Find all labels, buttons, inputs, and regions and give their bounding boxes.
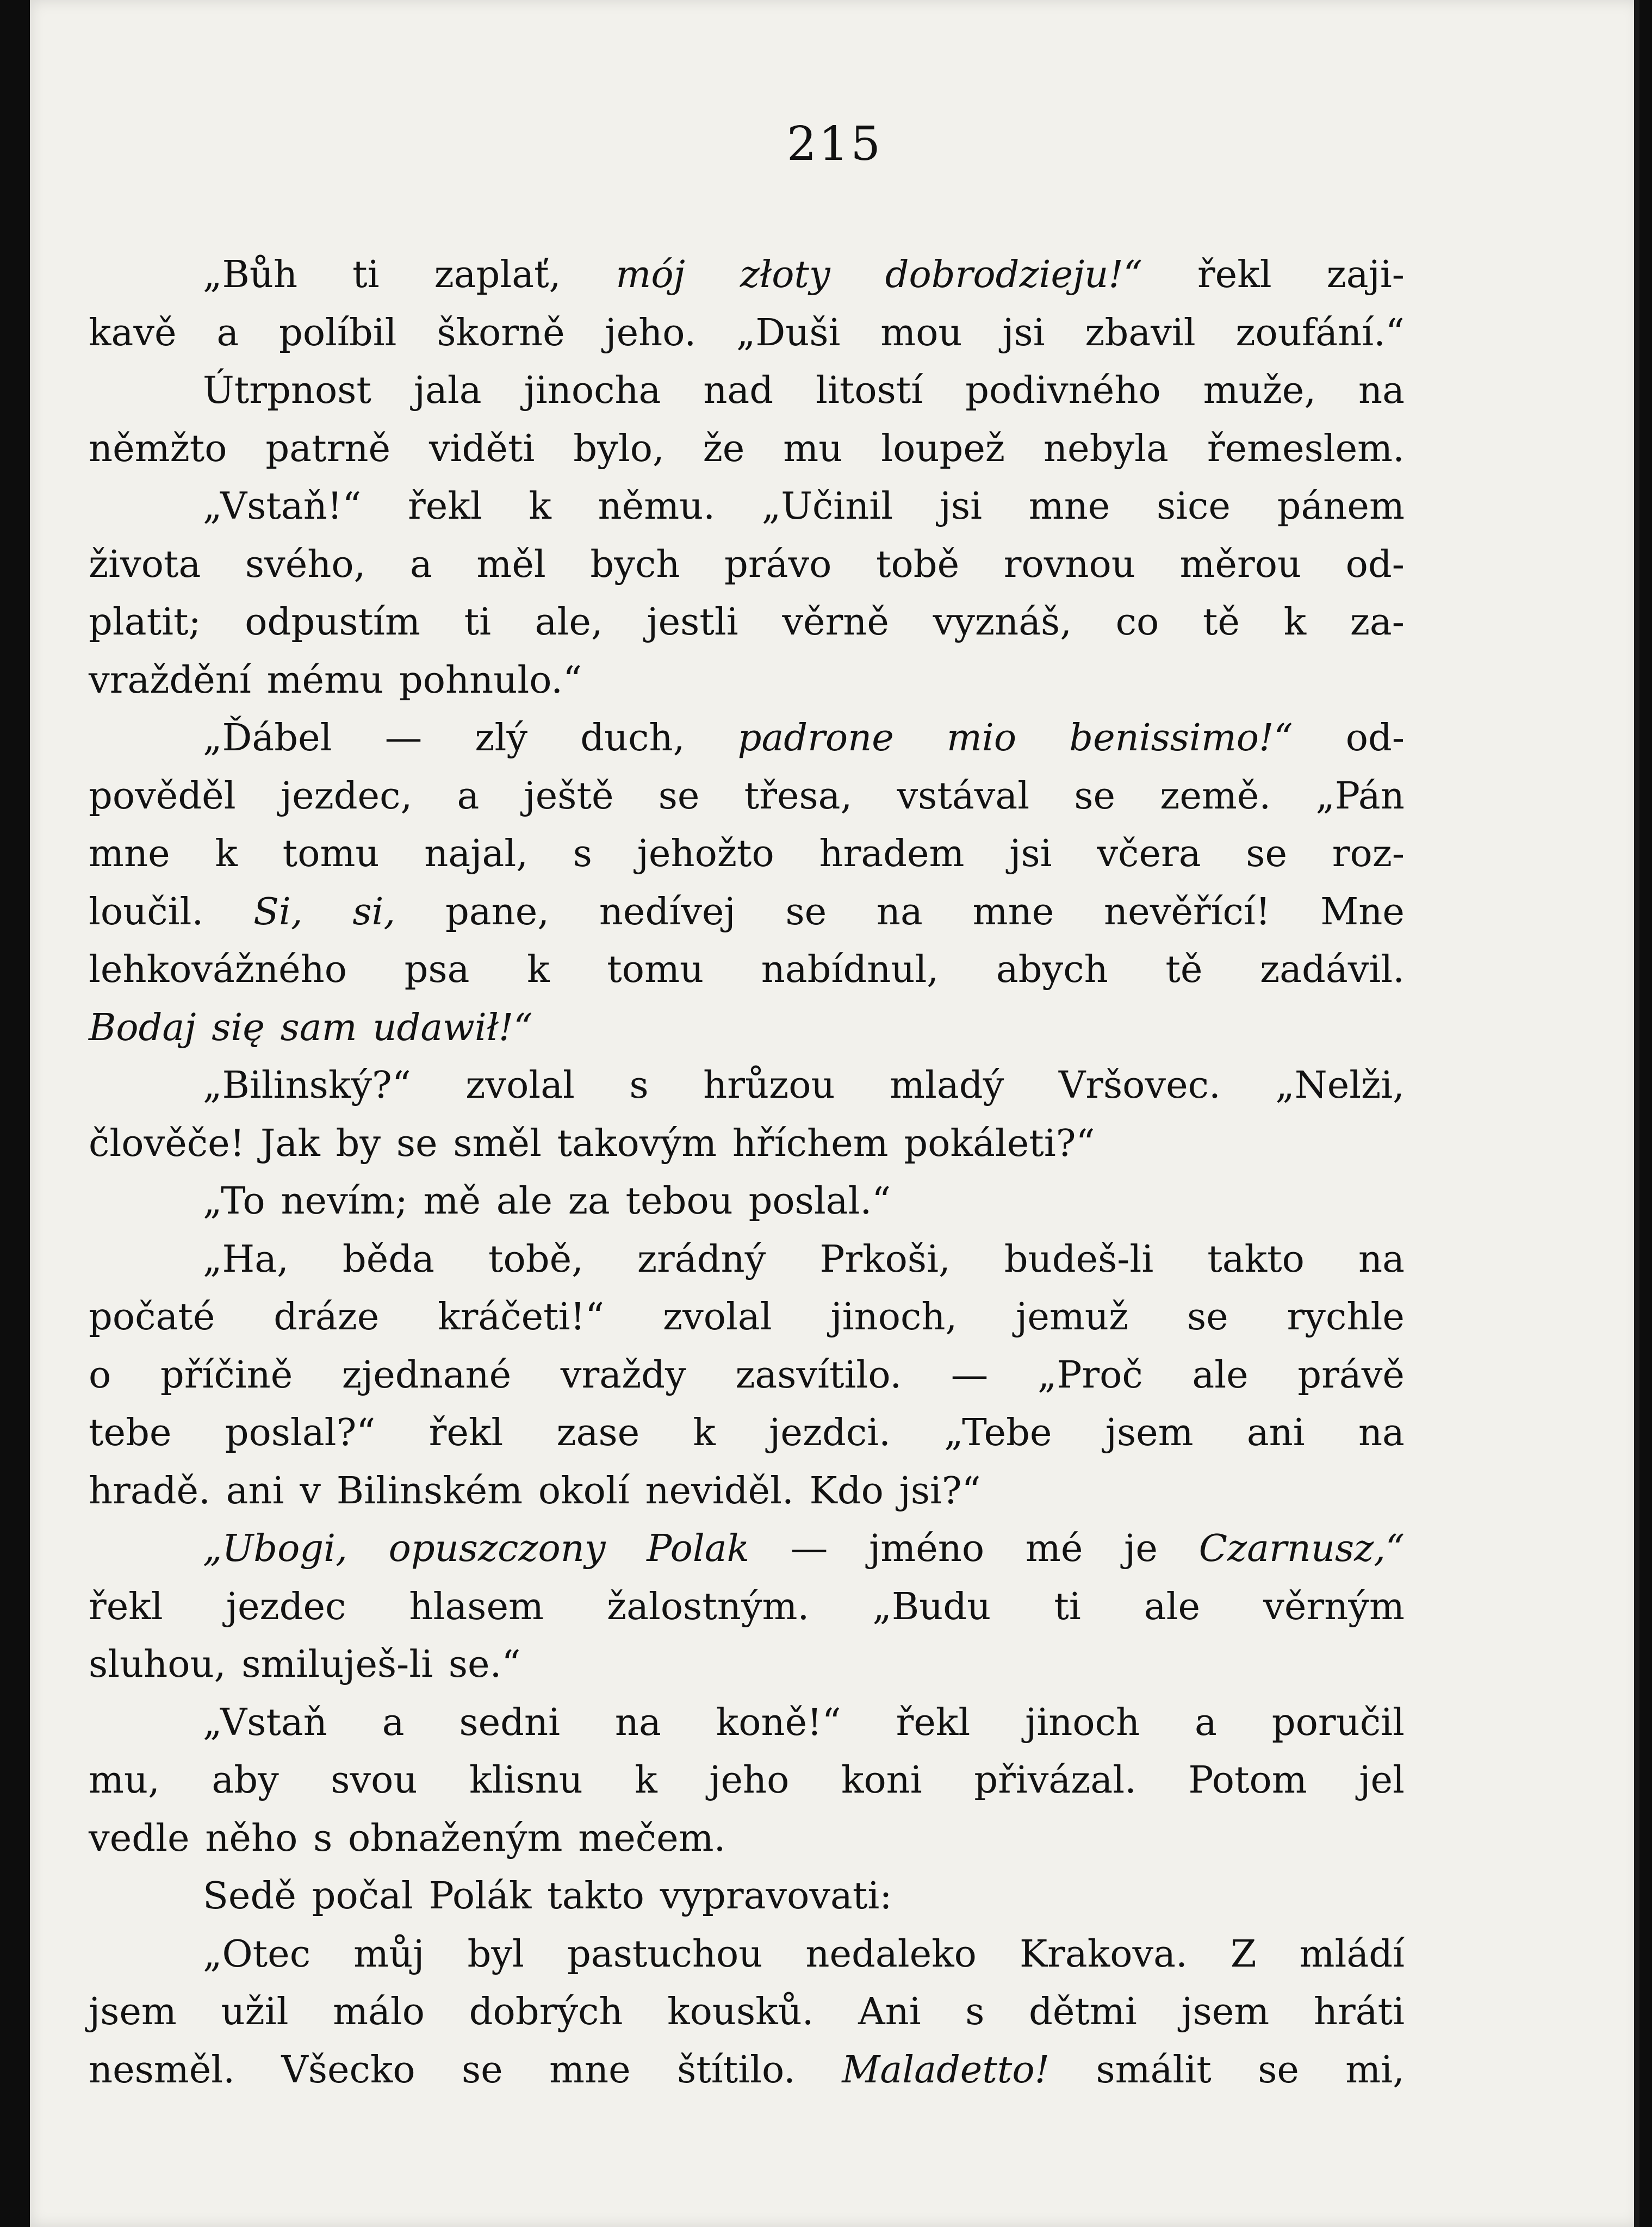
word: vraždy	[560, 1353, 686, 1397]
word: a	[457, 774, 480, 818]
word: koně!“	[716, 1700, 841, 1744]
word: nevím;	[281, 1179, 408, 1223]
word: zaji-	[1326, 253, 1405, 296]
word: mio	[946, 716, 1017, 760]
word: řekl	[428, 1411, 504, 1454]
text-line	[89, 1056, 1405, 1115]
word: byl	[467, 1932, 524, 1976]
word: jinocha	[524, 369, 661, 412]
word: věrným	[1263, 1584, 1405, 1628]
word: najal,	[424, 832, 528, 875]
word: smiluješ-li	[241, 1643, 433, 1686]
word: Potom	[1188, 1758, 1307, 1802]
word: kráčeti!“	[438, 1295, 605, 1339]
word: právě	[1297, 1353, 1405, 1397]
word: jsi	[1009, 832, 1052, 875]
text-line	[89, 246, 1405, 304]
word: jezdec	[226, 1584, 346, 1628]
word: duch,	[580, 716, 685, 760]
word: na	[614, 1700, 661, 1744]
word: je	[1124, 1527, 1158, 1570]
word: mou	[880, 310, 962, 354]
word: vraždění	[89, 658, 251, 702]
word: počaté	[89, 1295, 215, 1339]
text-line	[89, 651, 1405, 710]
word: se	[1187, 1295, 1228, 1339]
text-line	[89, 1520, 1405, 1578]
word: běda	[342, 1237, 434, 1281]
word: rychle	[1287, 1295, 1405, 1339]
word: zasvítilo.	[735, 1353, 902, 1397]
text-line	[89, 304, 1405, 362]
word: na	[1358, 1411, 1405, 1454]
word: směl	[453, 1121, 542, 1165]
word: o	[89, 1353, 111, 1397]
word: by	[336, 1121, 381, 1165]
word: s	[965, 1990, 985, 2033]
word: zlý	[475, 716, 528, 760]
word: k	[1283, 600, 1307, 644]
word: „Duši	[736, 310, 841, 354]
word: se	[658, 774, 700, 818]
word: vypravovati:	[660, 1874, 892, 1918]
word: vyznáš,	[933, 600, 1072, 644]
word: jala	[413, 369, 482, 412]
text-line	[89, 941, 1405, 999]
word: jezdec,	[280, 774, 413, 818]
word: zrádný	[637, 1237, 766, 1281]
text-line	[89, 1809, 1405, 1868]
word: ale	[1192, 1353, 1249, 1397]
word: dráze	[274, 1295, 380, 1339]
word: mé	[1025, 1527, 1083, 1570]
word: s	[573, 832, 592, 875]
word: mne	[89, 832, 170, 875]
word: Czarnusz,“	[1198, 1527, 1405, 1570]
word: jel	[1359, 1758, 1405, 1802]
word: nedaleko	[805, 1932, 977, 1976]
word: jestli	[647, 600, 738, 644]
word: svého,	[245, 542, 366, 586]
word: mému	[266, 658, 384, 702]
word: Polak	[647, 1527, 750, 1570]
word: třesa,	[744, 774, 853, 818]
page-number: 215	[786, 117, 883, 171]
text-line	[89, 825, 1405, 883]
word: Všecko	[281, 2048, 415, 2092]
word: ti	[1054, 1584, 1081, 1628]
text-line	[89, 1115, 1405, 1173]
word: ale	[496, 1179, 553, 1223]
word: jeho	[709, 1758, 790, 1802]
word: se	[1074, 774, 1116, 818]
word: mu	[783, 426, 843, 470]
text-line	[89, 767, 1405, 825]
word: pověděl	[89, 774, 236, 818]
word: viděti	[428, 426, 535, 470]
word: „Bůh	[203, 253, 298, 296]
word: hradě.	[89, 1469, 210, 1513]
word: nedívej	[599, 889, 736, 934]
word: mne	[972, 889, 1054, 934]
word: na	[1358, 369, 1405, 412]
text-line	[89, 1925, 1405, 1983]
word: nesměl.	[89, 2048, 235, 2092]
word: se.“	[448, 1643, 521, 1686]
word: políbil	[278, 310, 397, 354]
word: jméno	[869, 1527, 985, 1570]
text-line	[89, 2041, 1405, 2099]
page-edge-shadow	[1634, 0, 1639, 2227]
text-line	[89, 1983, 1405, 2041]
word: poručil	[1271, 1700, 1405, 1744]
word: patrně	[265, 426, 391, 470]
word: bych	[590, 542, 680, 586]
word: něho	[205, 1816, 298, 1860]
word: budeš-li	[1004, 1237, 1154, 1281]
word: Vršovec.	[1058, 1063, 1221, 1107]
word: Bodaj	[89, 1005, 196, 1049]
word: a	[382, 1700, 405, 1744]
word: Z	[1230, 1932, 1257, 1976]
word: žalostným.	[606, 1584, 810, 1628]
word: tomu	[607, 948, 704, 991]
text-line	[89, 1172, 1405, 1230]
word: za	[568, 1179, 610, 1223]
word: se	[1258, 2048, 1299, 2092]
word: „Vstaň	[203, 1700, 327, 1744]
word: měl	[476, 542, 546, 586]
word: sam	[280, 1005, 357, 1049]
word: loučil.	[89, 889, 204, 934]
word: k	[529, 484, 551, 528]
word: zaplať,	[434, 253, 561, 296]
text-line	[89, 999, 1405, 1057]
word: ještě	[524, 774, 614, 818]
word: s	[313, 1816, 333, 1860]
word: sedni	[459, 1700, 561, 1744]
word: „Otec	[203, 1932, 311, 1976]
word: dobrých	[469, 1990, 623, 2033]
word: pokáleti?“	[904, 1121, 1095, 1165]
word: loupež	[881, 426, 1005, 470]
word: jehožto	[637, 832, 774, 875]
word: mne	[1028, 484, 1110, 528]
text-line	[89, 1288, 1405, 1346]
word: svou	[331, 1758, 418, 1802]
word: zase	[556, 1411, 640, 1454]
word: mi,	[1345, 2048, 1405, 2092]
word: řekl	[896, 1700, 971, 1744]
text-line	[89, 709, 1405, 767]
word: řemeslem.	[1207, 426, 1405, 470]
word: jemuž	[1016, 1295, 1129, 1339]
word: Bilinském	[336, 1469, 523, 1513]
word: mój	[616, 253, 685, 296]
word: k	[693, 1411, 716, 1454]
word: abych	[996, 948, 1108, 991]
word: k	[215, 832, 238, 875]
word: tebe	[89, 1411, 172, 1454]
word: „Ďábel	[203, 716, 332, 760]
word: vstával	[897, 774, 1030, 818]
word: tě	[1165, 948, 1203, 991]
word: ani	[226, 1469, 284, 1513]
text-line	[89, 883, 1405, 941]
word: klisnu	[469, 1758, 583, 1802]
word: poslal.“	[748, 1179, 891, 1223]
word: tomu	[282, 832, 380, 875]
word: Si,	[253, 889, 303, 934]
text-line	[89, 1578, 1405, 1636]
word: „Tebe	[944, 1411, 1052, 1454]
word: kousků.	[667, 1990, 814, 2033]
text-line	[89, 1230, 1405, 1289]
text-line	[89, 536, 1405, 594]
word: včera	[1097, 832, 1201, 875]
word: mládí	[1299, 1932, 1405, 1976]
word: a	[216, 310, 239, 354]
word: neviděl.	[645, 1469, 794, 1513]
word: mě	[423, 1179, 481, 1223]
word: počal	[312, 1874, 413, 1918]
word: můj	[353, 1932, 425, 1976]
word: obnaženým	[348, 1816, 563, 1860]
word: kavě	[89, 310, 177, 354]
word: na	[1358, 1237, 1405, 1281]
word: od-	[1345, 542, 1405, 586]
word: ale,	[535, 600, 603, 644]
text-line	[89, 1694, 1405, 1752]
word: platit;	[89, 600, 201, 644]
text-line	[89, 1867, 1405, 1925]
page-text-body	[89, 246, 1405, 2099]
word: měrou	[1179, 542, 1302, 586]
word: tě	[1202, 600, 1240, 644]
word: k	[527, 948, 550, 991]
word: řekl	[1197, 253, 1272, 296]
word: pastuchou	[567, 1932, 763, 1976]
word: muže,	[1203, 369, 1316, 412]
word: jsi?“	[899, 1469, 981, 1513]
word: Kdo	[809, 1469, 884, 1513]
word: zvolal	[465, 1063, 575, 1107]
word: němžto	[89, 426, 227, 470]
word: —	[384, 716, 423, 760]
word: tobě	[875, 542, 960, 586]
word: jinoch	[1025, 1700, 1140, 1744]
text-line	[89, 1462, 1405, 1520]
word: udawił!“	[372, 1005, 533, 1049]
word: tobě,	[488, 1237, 583, 1281]
word: nebyla	[1043, 426, 1169, 470]
word: Maladetto!	[842, 2048, 1050, 2092]
word: „Vstaň!“	[203, 484, 362, 528]
text-line	[89, 477, 1405, 536]
word: jsem	[1181, 1990, 1270, 2033]
word: tebou	[625, 1179, 733, 1223]
word: užil	[221, 1990, 289, 2033]
word: mladý	[890, 1063, 1004, 1107]
text-line	[89, 1751, 1405, 1809]
word: země.	[1160, 774, 1271, 818]
word: k	[635, 1758, 657, 1802]
word: —	[790, 1527, 828, 1570]
word: „Ubogi,	[203, 1527, 347, 1570]
word: Mne	[1320, 889, 1405, 934]
word: —	[951, 1353, 989, 1397]
word: se	[462, 2048, 503, 2092]
word: věrně	[782, 600, 889, 644]
word: się	[212, 1005, 265, 1049]
text-line	[89, 420, 1405, 478]
word: zoufání.“	[1235, 310, 1405, 354]
word: příčině	[160, 1353, 293, 1397]
word: němu.	[598, 484, 716, 528]
word: „Pán	[1315, 774, 1405, 818]
word: benissimo!“	[1069, 716, 1293, 760]
word: dětmi	[1028, 1990, 1137, 2033]
word: poslal?“	[225, 1411, 376, 1454]
word: jsem	[1105, 1411, 1194, 1454]
word: zbavil	[1085, 310, 1196, 354]
word: štítilo.	[677, 2048, 796, 2092]
text-line	[89, 1404, 1405, 1462]
word: ti	[464, 600, 491, 644]
word: lehkovážného	[89, 948, 347, 991]
word: se	[396, 1121, 438, 1165]
word: pohnulo.“	[399, 658, 582, 702]
word: pánem	[1277, 484, 1405, 528]
word: hrůzou	[703, 1063, 835, 1107]
word: jsi	[939, 484, 983, 528]
word: jeho.	[605, 310, 697, 354]
word: života	[89, 542, 201, 586]
text-line	[89, 1635, 1405, 1694]
word: škorně	[437, 310, 565, 354]
word: bylo,	[573, 426, 664, 470]
word: smálit	[1096, 2048, 1212, 2092]
word: Sedě	[203, 1874, 296, 1918]
word: na	[876, 889, 923, 934]
word: koni	[841, 1758, 922, 1802]
word: mne	[549, 2048, 631, 2092]
word: a	[410, 542, 432, 586]
word: hradem	[819, 832, 965, 875]
word: „Budu	[872, 1584, 991, 1628]
word: od-	[1345, 716, 1405, 760]
word: jezdci.	[769, 1411, 891, 1454]
word: hlasem	[409, 1584, 544, 1628]
word: podivného	[965, 369, 1161, 412]
word: opuszczony	[388, 1527, 606, 1570]
word: že	[703, 426, 745, 470]
word: psa	[404, 948, 470, 991]
word: málo	[333, 1990, 425, 2033]
text-line	[89, 362, 1405, 420]
word: hráti	[1313, 1990, 1405, 2033]
word: takto	[1207, 1237, 1305, 1281]
word: právo	[724, 542, 832, 586]
word: se	[1246, 832, 1287, 875]
word: odpustím	[245, 600, 420, 644]
word: nevěřící!	[1104, 889, 1271, 934]
word: za-	[1350, 600, 1405, 644]
word: ti	[352, 253, 380, 296]
word: Prkoši,	[819, 1237, 951, 1281]
word: vedle	[89, 1816, 190, 1860]
word: se	[785, 889, 827, 934]
word: mečem.	[578, 1816, 726, 1860]
word: okolí	[538, 1469, 630, 1513]
text-line	[89, 593, 1405, 651]
word: padrone	[737, 716, 894, 760]
word: „Učinil	[761, 484, 893, 528]
word: sluhou,	[89, 1643, 226, 1686]
word: si,	[352, 889, 396, 934]
word: zadávil.	[1260, 948, 1405, 991]
word: litostí	[816, 369, 923, 412]
word: „Bilinský?“	[203, 1063, 411, 1107]
word: a	[1195, 1700, 1217, 1744]
word: mu,	[89, 1758, 160, 1802]
word: člověče!	[89, 1121, 245, 1165]
word: jsi	[1002, 310, 1045, 354]
word: aby	[212, 1758, 279, 1802]
word: řekl	[408, 484, 482, 528]
word: ale	[1144, 1584, 1201, 1628]
word: „Nelži,	[1275, 1063, 1405, 1107]
word: złoty	[740, 253, 830, 296]
word: „Proč	[1037, 1353, 1143, 1397]
word: sice	[1157, 484, 1231, 528]
word: rovnou	[1003, 542, 1135, 586]
word: dobrodzieju!“	[885, 253, 1142, 296]
word: takto	[547, 1874, 644, 1918]
word: Útrpnost	[203, 369, 371, 412]
word: roz-	[1332, 832, 1405, 875]
word: „To	[203, 1179, 265, 1223]
word: jsem	[89, 1990, 177, 2033]
word: „Ha,	[203, 1237, 289, 1281]
word: přivázal.	[974, 1758, 1136, 1802]
word: nabídnul,	[761, 948, 939, 991]
word: hříchem	[732, 1121, 889, 1165]
word: takovým	[557, 1121, 717, 1165]
word: nad	[703, 369, 774, 412]
word: ani	[1246, 1411, 1305, 1454]
word: s	[629, 1063, 649, 1107]
book-page	[30, 0, 1639, 2227]
word: Jak	[260, 1121, 320, 1165]
word: Polák	[428, 1874, 532, 1918]
word: jinoch,	[830, 1295, 958, 1339]
word: v	[300, 1469, 321, 1513]
word: co	[1115, 600, 1159, 644]
text-line	[89, 1346, 1405, 1404]
word: Ani	[858, 1990, 921, 2033]
word: zvolal	[662, 1295, 772, 1339]
word: řekl	[89, 1584, 163, 1628]
word: Krakova.	[1019, 1932, 1188, 1976]
word: zjednané	[341, 1353, 512, 1397]
word: pane,	[445, 889, 550, 934]
